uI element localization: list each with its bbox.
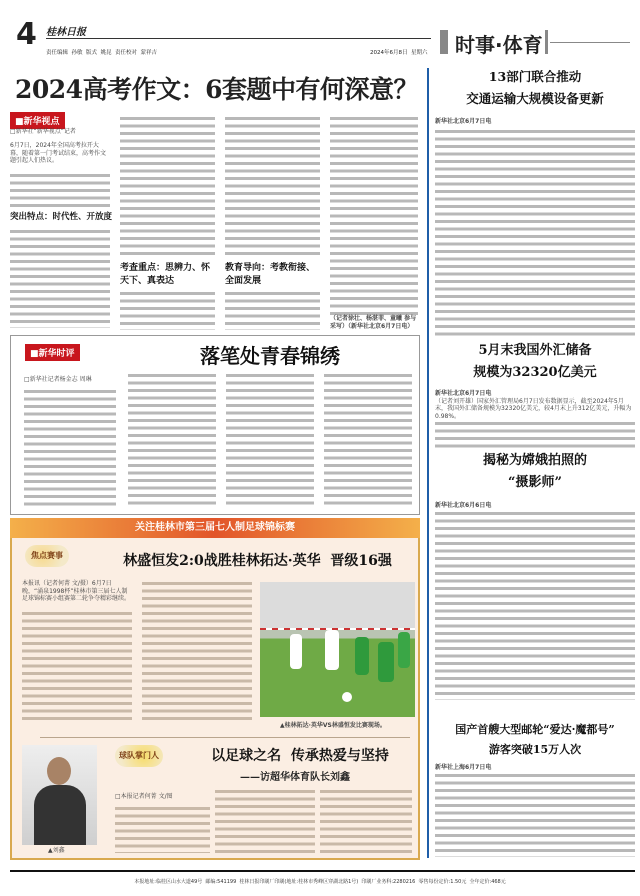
commentary-headline: 落笔处青春锦绣 xyxy=(200,344,340,368)
profile-badge-text: 球队掌门人 xyxy=(119,751,159,760)
lead-subhead-2: 考查重点：思辨力、怀天下、真表达 xyxy=(120,263,211,286)
lead-credit: （记者徐壮、杨湛菲、童曦 参与采写）（新华社北京6月7日电） xyxy=(330,315,417,330)
lead-tag: ■新华视点 xyxy=(10,112,65,129)
profile-subhead: ——访超华体育队长刘鑫 xyxy=(240,772,350,783)
right-article-4 xyxy=(435,720,635,857)
portrait-caption: ▲刘鑫 xyxy=(48,847,65,854)
profile-headline: 以足球之名 传承热爱与坚持 xyxy=(211,748,389,764)
right-headline-3: 揭秘为嫦娥拍照的 “摄影师” xyxy=(482,453,587,490)
lead-intro: 6月7日，2024年全国高考拉开大幕，随着第一门考试结束，高考作文题引起人们热议。 xyxy=(10,142,107,164)
photo-caption: ▲桂林拓达·英华VS林盛恒发比赛现场。 xyxy=(280,722,386,729)
page-number: 4 xyxy=(16,17,37,52)
sports-banner xyxy=(10,518,420,538)
match-photo xyxy=(260,582,415,717)
right-dateline-3: 新华社北京6月6日电 xyxy=(435,502,492,509)
footer-info: 本报地址:临桂区山水大道49号 邮编:541199 桂林日报印刷厂印刷(地址:桂林市秀峰区穿湖北路1号) 印刷厂业务科:2280216 零售每份定价:1.50元 全年定价:468元 xyxy=(134,879,506,885)
right-article-3 xyxy=(435,450,635,700)
right-dateline-1: 新华社北京6月7日电 xyxy=(435,118,492,125)
sports-headline: 林盛恒发2:0战胜桂林拓达·英华 晋级16强 xyxy=(123,553,392,569)
paper-name: 桂林日报 xyxy=(46,27,86,38)
section-title: 时事·体育 xyxy=(455,33,543,57)
right-article-1 xyxy=(435,66,635,338)
right-headline-4: 国产首艘大型邮轮“爱达·魔都号” 游客突破15万人次 xyxy=(455,723,615,756)
commentary-tag: ■新华时评 xyxy=(25,344,80,361)
right-dateline-4: 新华社上海6月7日电 xyxy=(435,764,492,771)
lead-subhead-3: 教育导向：考教衔接、全面发展 xyxy=(225,263,316,286)
portrait-photo xyxy=(22,745,97,845)
masthead xyxy=(0,0,640,55)
profile-badge xyxy=(115,745,163,767)
focus-badge xyxy=(25,545,69,567)
editors: 责任编辑 孙敏 版式 姚昆 责任校对 蒙祥吉 xyxy=(46,50,157,56)
sports-lead: 本报讯（记者何菁 文/摄）6月7日晚，“涌泉1998杯”桂林市第三届七人制足球锦标赛小组赛第二轮争夺精彩继续。 xyxy=(22,580,131,602)
right-article-2 xyxy=(435,340,635,450)
right-headline-1: 13部门联合推动 交通运输大规模设备更新 xyxy=(466,69,604,106)
lead-byline: □新华社“新华视点”记者 xyxy=(10,128,76,135)
lead-subhead-1: 突出特点：时代性、开放度 xyxy=(10,212,113,222)
profile-byline: □本报记者何菁 文/图 xyxy=(115,793,173,800)
right-headline-2: 5月末我国外汇储备 规模为32320亿美元 xyxy=(473,343,597,380)
sports-banner-text: 关注桂林市第三届七人制足球锦标赛 xyxy=(135,522,295,533)
right-dateline-2: 新华社北京6月7日电 xyxy=(435,390,492,397)
commentary-byline: □新华社记者杨金志 周琳 xyxy=(24,376,92,383)
right-lead-2: （记者刘开雄）国家外汇管理局6月7日发布数据显示，截至2024年5月末，我国外汇储备规模为32320亿美元，较4月末上升312亿美元，升幅为0.98%。 xyxy=(435,397,632,420)
date: 2024年6月8日 星期六 xyxy=(370,50,428,56)
focus-badge-text: 焦点赛事 xyxy=(31,551,63,560)
lead-headline: 2024高考作文：6套题中有何深意？ xyxy=(15,75,418,104)
